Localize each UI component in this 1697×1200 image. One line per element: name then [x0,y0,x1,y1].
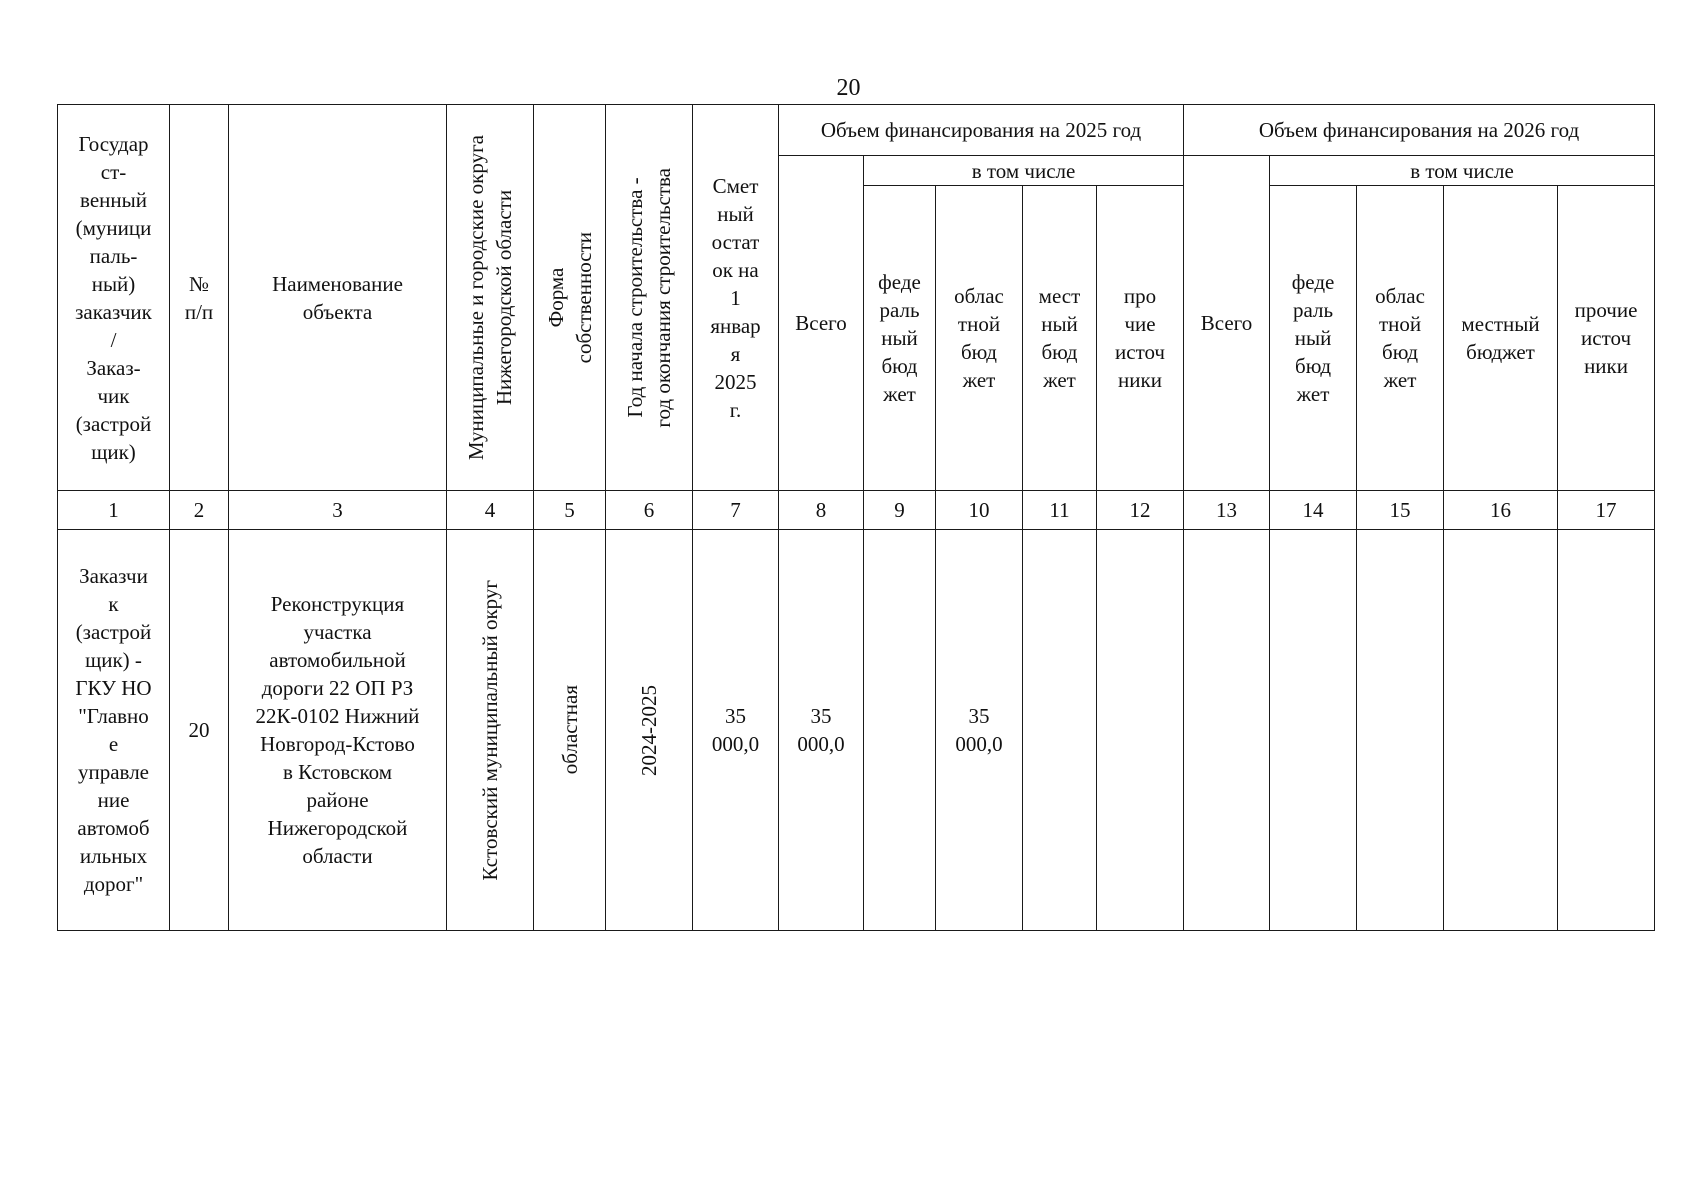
row-district-text: Кстовский муниципальный округ [478,579,502,881]
column-number: 1 [58,491,170,530]
header-federal-2025-label: феде раль ный бюд жет [878,270,921,406]
header-total-2025: Всего [779,156,864,491]
header-regional-2025 [936,186,1023,491]
row-total-2025 [779,530,864,931]
header-other-2025-label: про чие источ ники [1115,284,1165,392]
row-remaining [693,530,779,931]
row-regional-2025 [936,530,1023,931]
header-local-2026 [1444,186,1558,491]
row-remaining-value: 35 000,0 [711,704,760,756]
header-ownership-label: Форма собственности [543,231,596,364]
row-ownership-text: областная [557,685,582,775]
row-other-2025 [1097,530,1184,931]
row-local-2026 [1444,530,1558,931]
page-number: 20 [836,75,861,101]
column-number: 10 [936,491,1023,530]
row-other-2026 [1558,530,1655,931]
column-number: 13 [1184,491,1270,530]
header-years [606,105,693,491]
row-district [447,530,534,931]
row-federal-2026 [1270,530,1357,931]
column-number: 12 [1097,491,1184,530]
row-local-2025 [1023,530,1097,931]
column-number: 16 [1444,491,1558,530]
header-other-2026 [1558,186,1655,491]
row-federal-2025 [864,530,936,931]
header-including-2026: в том числе [1270,156,1655,186]
column-number: 2 [170,491,229,530]
header-years-label: Год начала строительства - год окончания строительства [623,167,675,428]
column-number: 11 [1023,491,1097,530]
header-row-1 [58,105,1655,156]
header-federal-2026 [1270,186,1357,491]
row-customer [58,530,170,931]
header-other-2025 [1097,186,1184,491]
column-number: 8 [779,491,864,530]
header-customer-label: Государ ст- венный (муници паль- ный) заказчик / Заказ- чик (застрой щик) [75,131,152,464]
column-number: 17 [1558,491,1655,530]
header-other-2026-label: прочие источ ники [1574,298,1638,378]
row-total-2025-value: 35 000,0 [797,704,845,756]
column-number-row [58,491,1655,530]
header-local-2025-label: мест ный бюд жет [1038,284,1081,392]
row-years [606,530,693,931]
column-number: 7 [693,491,779,530]
column-number: 15 [1357,491,1444,530]
header-funding-2026: Объем финансирования на 2026 год [1184,105,1655,156]
header-object-name [229,105,447,491]
row-ownership [534,530,606,931]
header-customer [58,105,170,491]
header-federal-2026-label: феде раль ный бюд жет [1291,270,1335,406]
financing-table [57,104,1655,931]
header-federal-2025 [864,186,936,491]
header-remaining [693,105,779,491]
column-number: 9 [864,491,936,530]
table-row [58,530,1655,931]
header-funding-2025: Объем финансирования на 2025 год [779,105,1184,156]
row-regional-2026 [1357,530,1444,931]
row-object-name [229,530,447,931]
header-districts [447,105,534,491]
header-regional-2026-label: облас тной бюд жет [1375,284,1425,392]
header-ownership [534,105,606,491]
column-number: 6 [606,491,693,530]
row-customer-text: Заказчи к (застрой щик) - ГКУ НО "Главно е управле ние автомоб ильных дорог" [75,564,152,896]
header-object-name-label: Наименование объекта [272,271,403,324]
header-total-2026: Всего [1184,156,1270,491]
header-local-2025 [1023,186,1097,491]
column-number: 3 [229,491,447,530]
row-total-2026 [1184,530,1270,931]
column-number: 14 [1270,491,1357,530]
header-regional-2025-label: облас тной бюд жет [954,284,1004,392]
row-years-text: 2024-2025 [637,684,661,776]
header-regional-2026 [1357,186,1444,491]
column-number: 4 [447,491,534,530]
column-number: 5 [534,491,606,530]
header-remaining-label: Смет ный остат ок на 1 январ я 2025 г. [710,173,761,422]
header-number [170,105,229,491]
header-local-2026-label: местный бюджет [1461,312,1540,364]
row-number: 20 [170,530,229,931]
header-districts-label: Муниципальные и городские округа Нижегородской области [464,134,516,461]
row-object-name-text: Реконструкция участка автомобильной дороги 22 ОП РЗ 22К-0102 Нижний Новгород-Кстово в Кстовском районе Нижегородской области [255,592,420,868]
row-regional-2025-value: 35 000,0 [955,704,1003,756]
header-including-2025: в том числе [864,156,1184,186]
header-number-label: № п/п [184,271,214,324]
